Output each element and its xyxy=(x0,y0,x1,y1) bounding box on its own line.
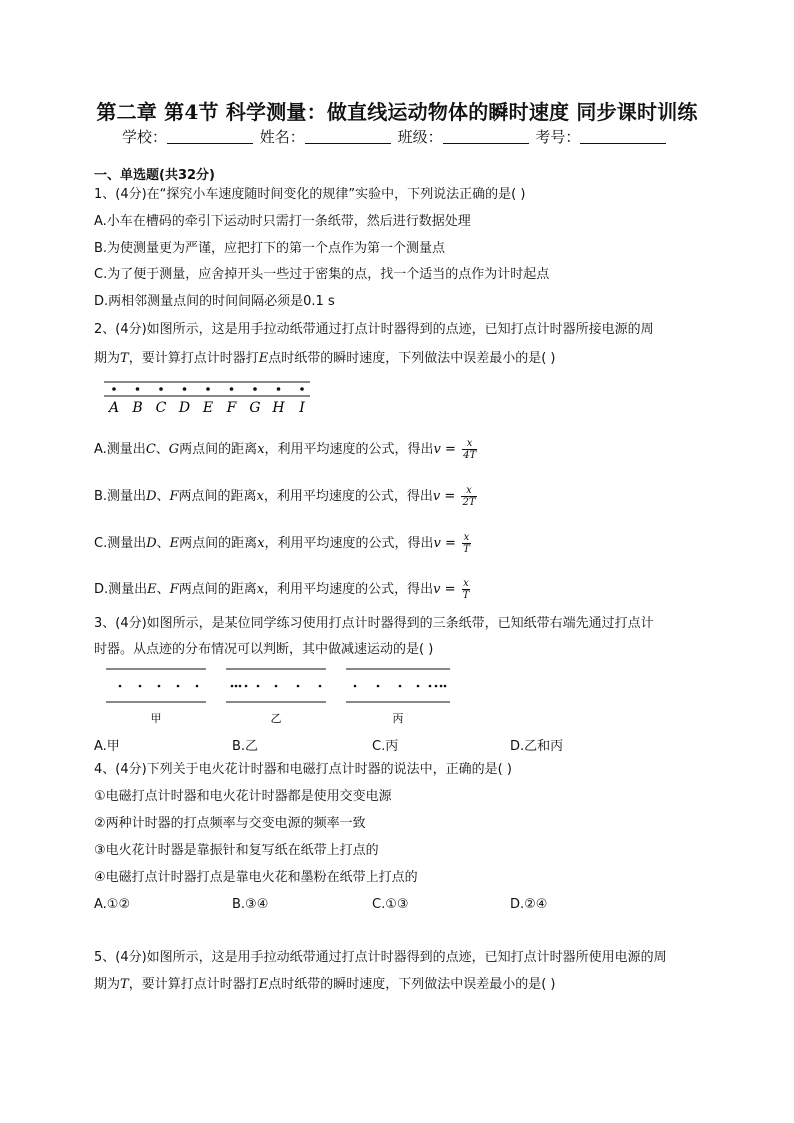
tape-yi-dot-1 xyxy=(235,685,238,688)
velocity-fraction: $\frac{x}{T}$ xyxy=(462,578,470,601)
q1-option-a[interactable]: A.小车在槽码的牵引下运动时只需打一条纸带，然后进行数据处理 xyxy=(94,214,471,229)
class-label: 班级： xyxy=(397,128,443,146)
tape-bing-dot-3 xyxy=(417,685,420,688)
q2-tape-figure xyxy=(100,376,315,418)
tape-yi-dot-6 xyxy=(297,685,300,688)
velocity-fraction: $\frac{x}{4T}$ xyxy=(463,438,477,461)
tape-bing-dot-7 xyxy=(444,685,447,688)
tape-label-jia: 甲 xyxy=(150,712,162,725)
velocity-fraction: $\frac{x}{T}$ xyxy=(463,532,470,555)
tape-dot-I xyxy=(300,387,304,391)
tape-dot-B xyxy=(136,387,140,391)
tape-letter-C: C xyxy=(155,400,167,416)
tape-bing-dot-6 xyxy=(440,685,443,688)
tape-jia-dot-1 xyxy=(139,685,142,688)
q5-stem-line2: 期为T，要计算打点计时器打E点时纸带的瞬时速度，下列做法中误差最小的是( ) xyxy=(94,977,556,992)
tape-letter-D: D xyxy=(178,400,191,416)
class-blank[interactable] xyxy=(443,129,529,144)
tape-bing-dot-1 xyxy=(377,685,380,688)
tape-bing-dots xyxy=(354,685,447,688)
tape-dot-H xyxy=(277,387,281,391)
q2-tape-letters xyxy=(107,400,305,416)
q2-option-b[interactable]: B.测量出D、F两点间的距离x，利用平均速度的公式，得出v = $\frac{x}{2T}$ xyxy=(94,485,476,508)
q3-stem-line2: 时器。从点迹的分布情况可以判断，其中做减速运动的是( ) xyxy=(94,642,434,657)
page-title: 第二章 第4节 科学测量：做直线运动物体的瞬时速度 同步课时训练 xyxy=(96,100,698,124)
q4-option-c[interactable]: C.①③ xyxy=(372,897,409,912)
q2-tape-dots xyxy=(112,387,304,391)
q1-stem: 1、(4分)在“探究小车速度随时间变化的规律”实验中，下列说法正确的是( ) xyxy=(94,187,526,202)
q4-option-d[interactable]: D.②④ xyxy=(510,897,548,912)
q2-option-d[interactable]: D.测量出E、F两点间的距离x，利用平均速度的公式，得出v = $\frac{x}{T}$ xyxy=(94,578,470,601)
tape-label-yi: 乙 xyxy=(270,712,282,725)
tape-dot-A xyxy=(112,387,116,391)
tape-letter-F: F xyxy=(226,400,237,416)
tape-letter-G: G xyxy=(249,400,261,416)
tape-label-bing: 丙 xyxy=(392,712,404,725)
section-heading: 一、单选题(共32分) xyxy=(94,168,215,183)
tape-yi-dot-0 xyxy=(231,685,234,688)
q3-option-d[interactable]: D.乙和丙 xyxy=(510,739,564,754)
tape-yi-dot-2 xyxy=(239,685,242,688)
tape-yi-dot-4 xyxy=(257,685,260,688)
tape-letter-B: B xyxy=(132,400,143,416)
q4-statement-4: ④电磁打点计时器打点是靠电火花和墨粉在纸带上打点的 xyxy=(94,870,418,885)
q4-statement-3: ③电火花计时器是靠振针和复写纸在纸带上打点的 xyxy=(94,843,379,858)
q3-option-a[interactable]: A.甲 xyxy=(94,739,120,754)
tape-yi-dot-5 xyxy=(275,685,278,688)
tape-bing-dot-0 xyxy=(354,685,357,688)
q3-option-c[interactable]: C.丙 xyxy=(372,739,399,754)
q4-option-a[interactable]: A.①② xyxy=(94,897,131,912)
tape-jia-dot-4 xyxy=(196,685,199,688)
q2-stem-line2: 期为T，要计算打点计时器打E点时纸带的瞬时速度，下列做法中误差最小的是( ) xyxy=(94,351,556,366)
tape-letter-E: E xyxy=(202,400,214,416)
tape-dot-F xyxy=(230,387,234,391)
q1-option-d[interactable]: D.两相邻测量点间的时间间隔必须是0.1 s xyxy=(94,294,335,309)
q2-option-c[interactable]: C.测量出D、E两点间的距离x，利用平均速度的公式，得出v = $\frac{x}{T}$ xyxy=(94,532,470,555)
tape-jia-dot-2 xyxy=(158,685,161,688)
tape-yi-dot-7 xyxy=(319,685,322,688)
q4-statement-2: ②两种计时器的打点频率与交变电源的频率一致 xyxy=(94,816,366,831)
name-blank[interactable] xyxy=(305,129,391,144)
name-label: 姓名： xyxy=(259,128,305,146)
student-info-row xyxy=(122,126,668,147)
tape-dot-D xyxy=(183,387,187,391)
tape-letter-H: H xyxy=(272,400,285,416)
tape-bing-dot-5 xyxy=(435,685,438,688)
tape-dot-E xyxy=(206,387,210,391)
tape-yi-dot-3 xyxy=(245,685,248,688)
tape-jia-dots xyxy=(119,685,199,688)
school-blank[interactable] xyxy=(167,129,253,144)
velocity-fraction: $\frac{x}{2T}$ xyxy=(462,485,476,508)
q3-stem-line1: 3、(4分)如图所示，是某位同学练习使用打点计时器得到的三条纸带，已知纸带右端先通过打点计 xyxy=(94,616,654,631)
tape-jia-dot-3 xyxy=(177,685,180,688)
tape-dot-C xyxy=(159,387,163,391)
q4-statement-1: ①电磁打点计时器和电火花计时器都是使用交变电源 xyxy=(94,789,392,804)
tape-dot-G xyxy=(253,387,257,391)
q3-tapes-figure xyxy=(100,664,460,730)
q4-stem: 4、(4分)下列关于电火花计时器和电磁打点计时器的说法中，正确的是( ) xyxy=(94,762,512,777)
tape-letter-A: A xyxy=(108,400,120,416)
q3-option-b[interactable]: B.乙 xyxy=(232,739,259,754)
tape-letter-I: I xyxy=(299,400,305,416)
q2-stem-line1: 2、(4分)如图所示，这是用手拉动纸带通过打点计时器得到的点迹，已知打点计时器所接电源的周 xyxy=(94,322,654,337)
q2-option-a[interactable]: A.测量出C、G两点间的距离x，利用平均速度的公式，得出v = $\frac{x}{4T}$ xyxy=(94,438,477,461)
tape-jia-dot-0 xyxy=(119,685,122,688)
school-label: 学校： xyxy=(122,128,168,146)
q4-option-b[interactable]: B.③④ xyxy=(232,897,269,912)
tape-bing-dot-4 xyxy=(429,685,432,688)
number-blank[interactable] xyxy=(580,129,666,144)
q5-stem-line1: 5、(4分)如图所示，这是用手拉动纸带通过打点计时器得到的点迹，已知打点计时器所使用电源的周 xyxy=(94,950,667,965)
tape-bing-dot-2 xyxy=(399,685,402,688)
tape-yi-dots xyxy=(231,685,322,688)
number-label: 考号： xyxy=(535,128,581,146)
q1-option-b[interactable]: B.为使测量更为严谨，应把打下的第一个点作为第一个测量点 xyxy=(94,241,446,256)
q1-option-c[interactable]: C.为了便于测量，应舍掉开头一些过于密集的点，找一个适当的点作为计时起点 xyxy=(94,267,550,282)
